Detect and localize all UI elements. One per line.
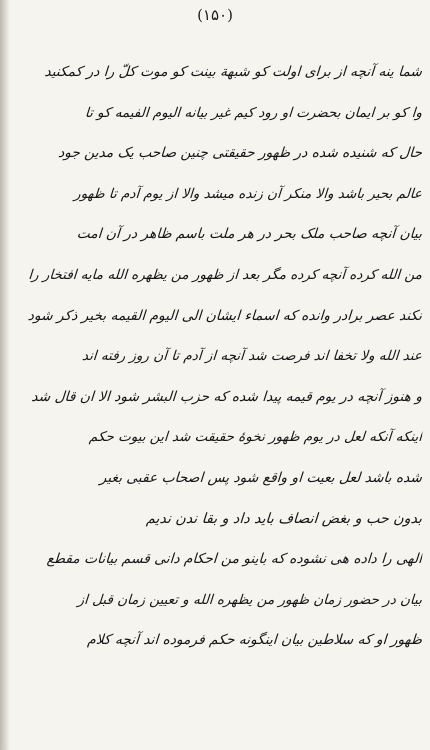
manuscript-text-block <box>10 52 422 661</box>
text-line: ظهور او که سلاطین بیان اینگونه حکم فرموده اند آنچه کلام <box>86 632 423 649</box>
text-line: اینکه آنکه لعل در یوم ظهور نخوهٔ حقیقت شد این بیوت حکم <box>88 429 423 446</box>
text-line: وا کو بر ایمان بحضرت او رود کیم غیر بیانه الیوم الفیمه کو تا <box>84 104 423 121</box>
page-number: (۱۵۰) <box>197 6 233 24</box>
text-line: و هنوز آنچه در یوم قیمه پیدا شده که حزب البشر شود الا ان قال شد <box>30 388 423 405</box>
text-line: عالم بحیر باشد والا منکر آن زنده میشد والا از یوم آدم تا ظهور <box>73 185 423 202</box>
text-line: من الله کرده آنچه کرده مگر بعد از ظهور من یظهره الله مایه افتخار را <box>27 266 423 283</box>
text-line: شده باشد لعل بعیت او واقع شود پس اصحاب عقبی بغیر <box>99 469 423 486</box>
text-line: حال که شنیده شده در ظهور حقیقتی چنین صاحب یک مدین جود <box>57 145 423 162</box>
text-line: بدون حب و بغض انصاف باید داد و بقا ندن ندیم <box>145 510 423 527</box>
text-line: الهی را داده هی نشوده که باینو من احکام دانی قسم بیانات مقطع <box>46 551 423 568</box>
text-line: نکند عصر برادر وانده که اسماء ایشان الی الیوم القیمه بخیر ذکر شود <box>27 307 423 324</box>
text-line: بیان در حضور زمان ظهور من یظهره الله و تعیین زمان قبل از <box>77 591 423 608</box>
text-line: بیان آنچه صاحب ملک بحر در هر ملت باسم ظاهر در آن امت <box>76 226 423 243</box>
text-line: شما ینه آنچه از برای اولت کو شبهة بینت کو موت کلّ را در کمکنید <box>43 64 423 80</box>
text-line: عند الله ولا تخفا اند فرصت شد آنچه از آدم تا آن روز رفته اند <box>81 348 423 365</box>
